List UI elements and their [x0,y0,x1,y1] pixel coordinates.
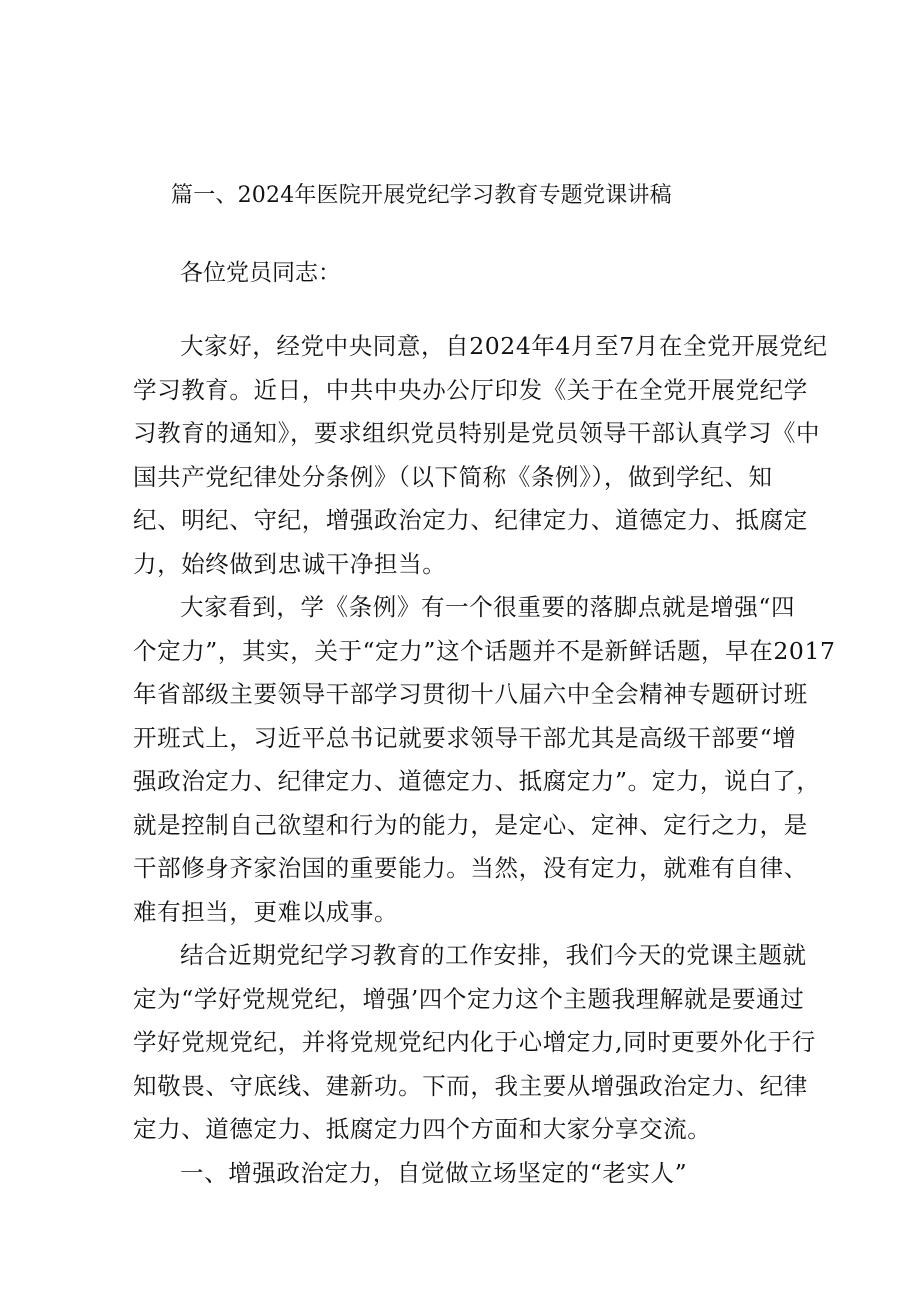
body-line: 力，始终做到忠诚干净担当。 [133,549,447,578]
body-line: 结合近期党纪学习教育的工作安排，我们今天的党课主题就 [180,941,807,969]
salutation: 各位党员同志： [180,260,341,286]
body-line: 就是控制自己欲望和行为的能力，是定心、定神、定行之力，是 [133,810,808,839]
body-line: 大家看到，学《条例》有一个很重要的落脚点就是增强“四 [180,593,796,621]
body-line: 强政治定力、纪律定力、道德定力、抵腐定力”。定力，说白了， [133,767,821,795]
body-line: 开班式上，习近平总书记就要求领导干部尤其是高级干部要“增 [133,723,797,752]
body-line: 纪、明纪、守纪，增强政治定力、纪律定力、道德定力、抵腐定 [133,506,808,534]
body-line: 定为“学好党规党纪，增强’四个定力这个主题我理解就是要通过 [133,984,805,1013]
body-line: 大家好，经党中央同意，自2024年4月至7月在全党开展党纪 [180,332,828,360]
body-line: 知敬畏、守底线、建新功。下而，我主要从增强政治定力、纪律 [133,1071,808,1100]
body-line: 个定力”，其实，关于“定力”这个话题并不是新鲜话题，早在2017 [133,636,836,665]
body-line: 习教育的通知》，要求组织党员特别是党员领导干部认真学习《中 [133,419,821,447]
body-line: 学好党规党纪，并将党规党纪内化于心增定力,同时更要外化于行 [133,1028,816,1056]
body-line: 定力、道德定力、抵腐定力四个方面和大家分享交流。 [133,1115,712,1143]
section-heading: 一、增强政治定力，自觉做立场坚定的“老实人” [180,1158,688,1187]
body-line: 学习教育。近日，中共中央办公厅印发《关于在全党开展党纪学 [133,375,808,404]
body-line: 难有担当，更难以成事。 [133,897,399,926]
document-body [133,325,836,1195]
body-line: 国共产党纪律处分条例》（以下简称《条例》），做到学纪、知 [133,462,773,491]
body-line: 干部修身齐家治国的重要能力。当然，没有定力，就难有自律、 [133,854,808,882]
body-line: 年省部级主要领导干部学习贯彻十八届六中全会精神专题研讨班 [133,680,808,708]
document-title: 篇一、2024年医院开展党纪学习教育专题党课讲稿 [171,183,672,208]
